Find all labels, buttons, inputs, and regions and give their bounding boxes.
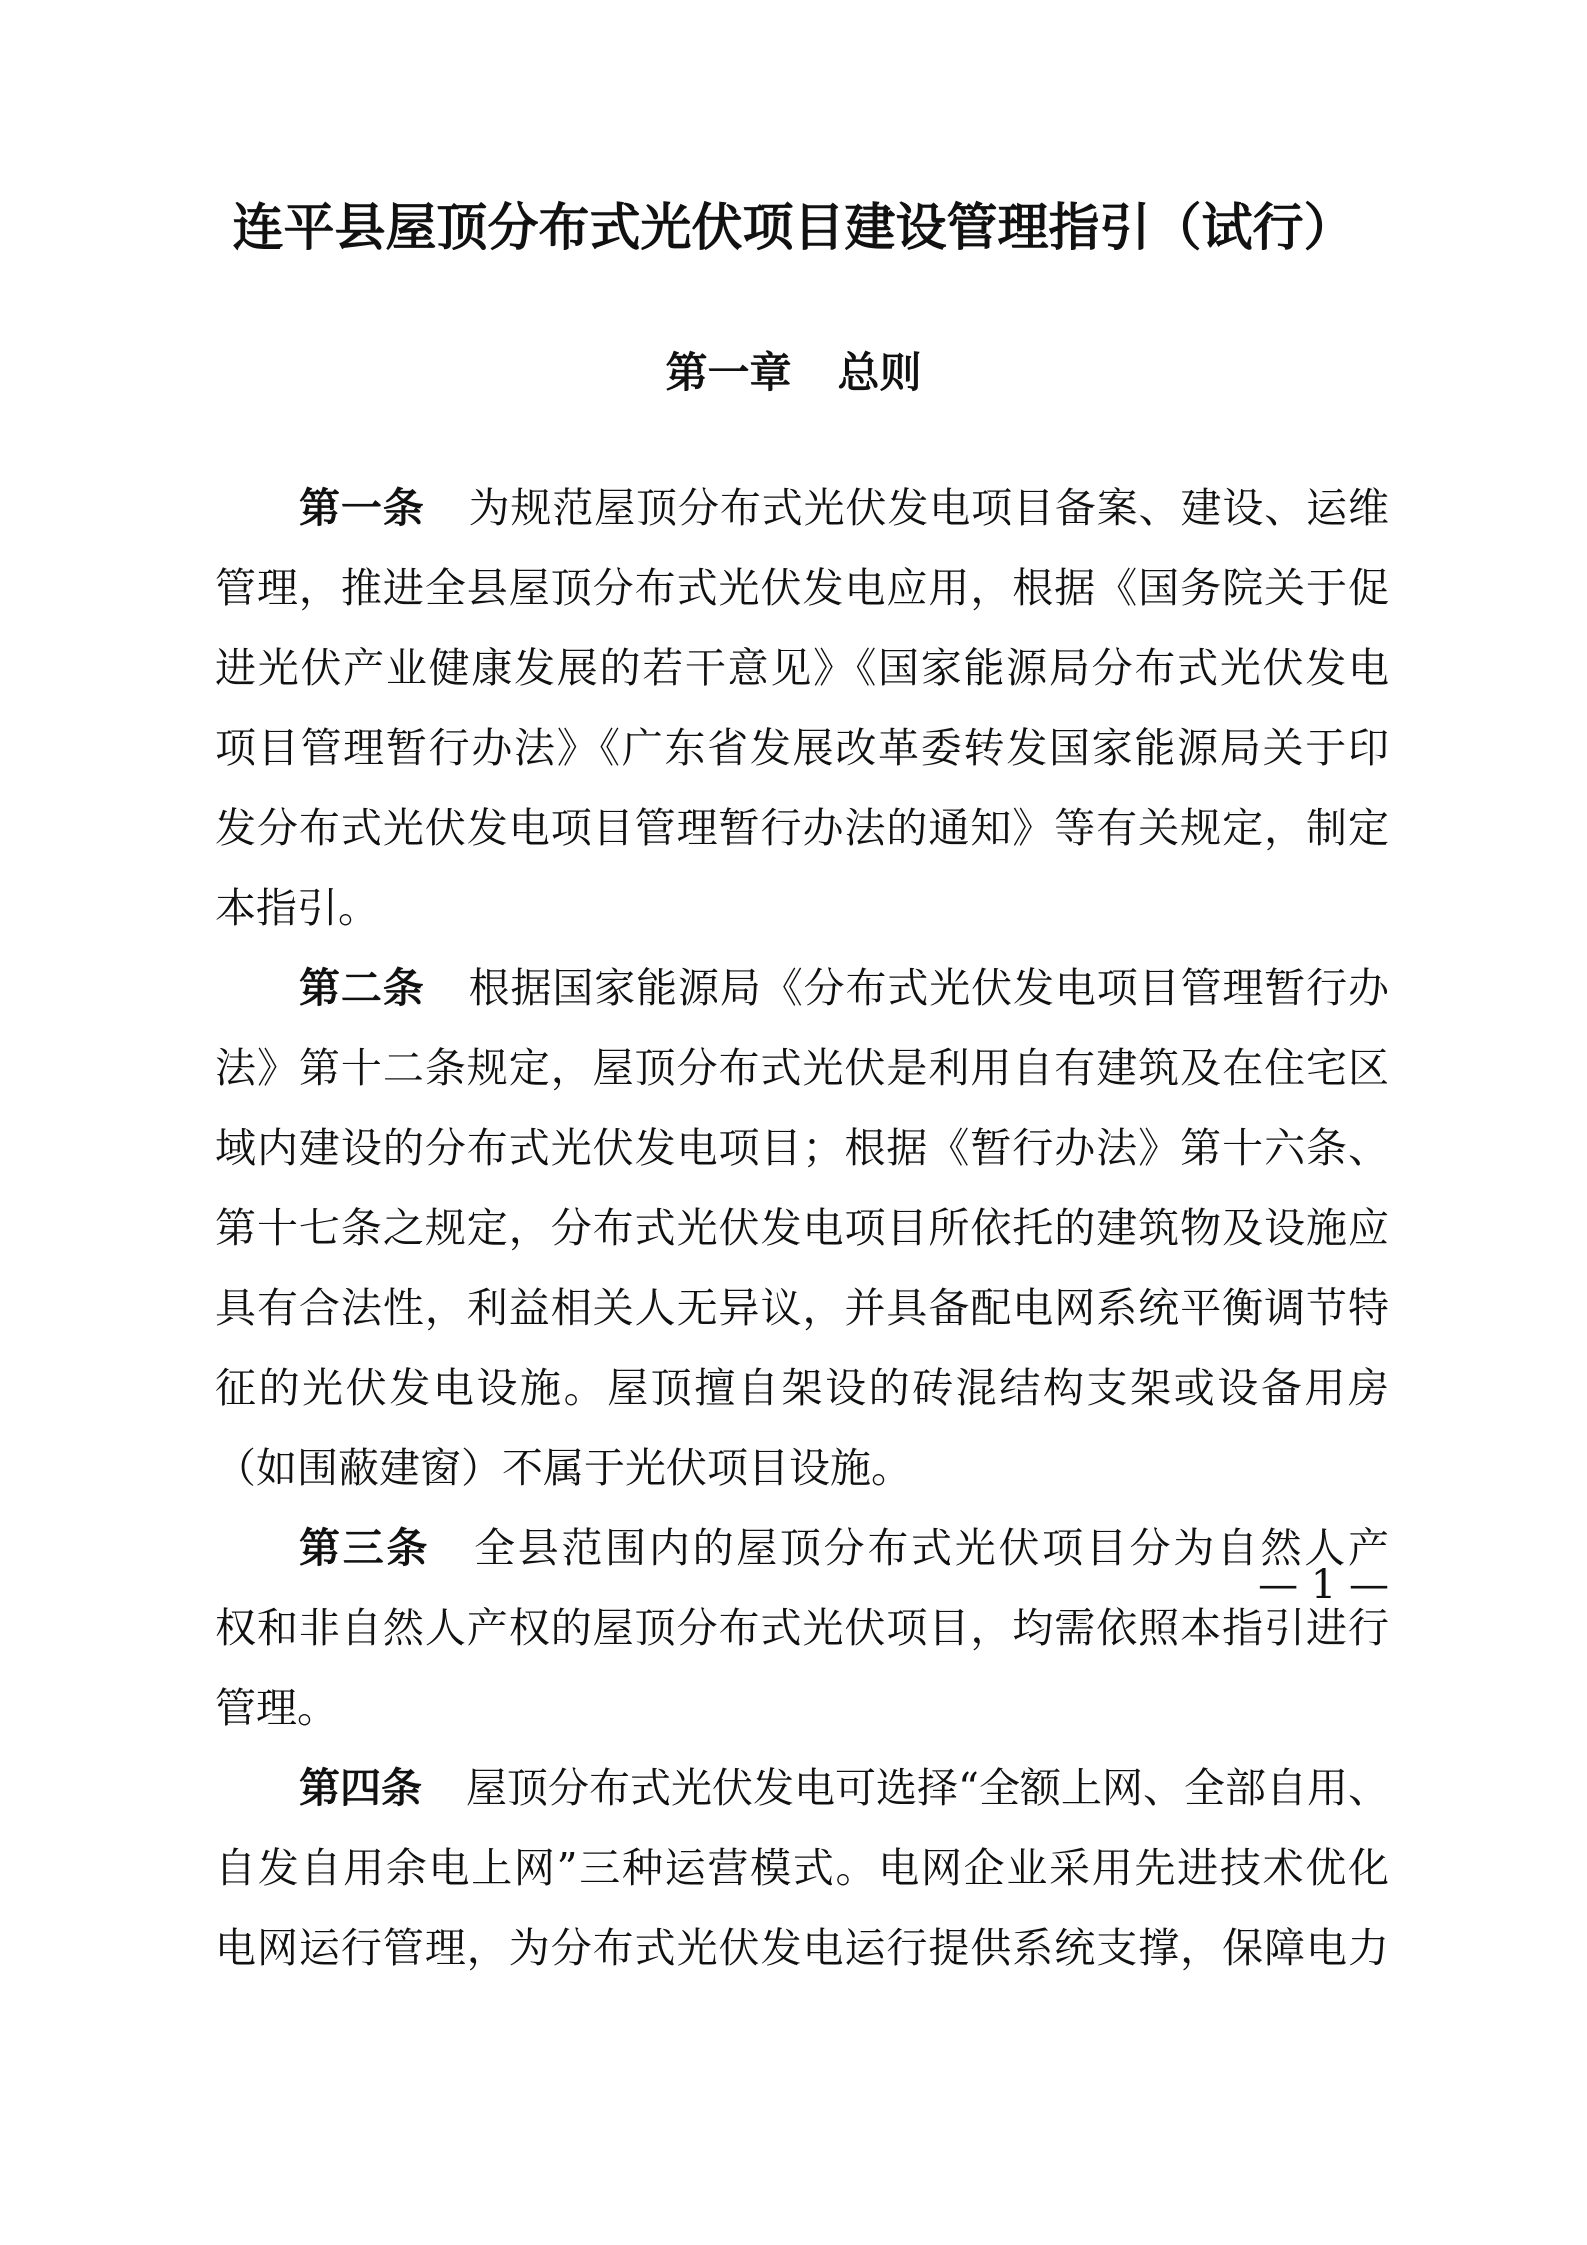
article-text: 征的光伏发电设施。屋顶擅自架设的砖混结构支架或设备用房	[215, 1364, 1389, 1412]
article-text: 进光伏产业健康发展的若干意见》《国家能源局分布式光伏发电	[215, 644, 1389, 692]
article-text: 自发自用余电上网”三种运营模式。电网企业采用先进技术优化	[215, 1844, 1389, 1892]
article-line	[215, 948, 1389, 1028]
article-4	[215, 1748, 1389, 1988]
article-label: 第三条	[299, 1524, 431, 1572]
article-line	[215, 788, 1389, 868]
article-text: 项目管理暂行办法》《广东省发展改革委转发国家能源局关于印	[215, 724, 1389, 772]
article-line	[215, 1828, 1389, 1908]
article-text: 域内建设的分布式光伏发电项目；根据《暂行办法》第十六条、	[215, 1124, 1389, 1172]
document-title: 连平县屋顶分布式光伏项目建设管理指引（试行）	[232, 199, 1355, 258]
article-line	[215, 1508, 1389, 1588]
article-text: 第十七条之规定，分布式光伏发电项目所依托的建筑物及设施应	[215, 1204, 1389, 1252]
article-label: 第二条	[299, 964, 425, 1012]
article-text: 权和非自然人产权的屋顶分布式光伏项目，均需依照本指引进行	[215, 1604, 1389, 1652]
article-line	[215, 468, 1389, 548]
article-line	[215, 1108, 1389, 1188]
chapter-number: 第一章	[665, 348, 792, 397]
article-line	[215, 1428, 1389, 1508]
article-line	[215, 1668, 1389, 1748]
article-line	[215, 628, 1389, 708]
article-text: 本指引。	[215, 884, 379, 932]
article-text: 根据国家能源局《分布式光伏发电项目管理暂行办	[468, 964, 1389, 1012]
article-line	[215, 1748, 1389, 1828]
article-3	[215, 1508, 1389, 1748]
chapter-name: 总则	[837, 348, 922, 397]
article-line	[215, 708, 1389, 788]
article-line	[215, 1268, 1389, 1348]
article-line	[215, 868, 1389, 948]
article-line	[215, 1588, 1389, 1668]
article-text: （如围蔽建窗）不属于光伏项目设施。	[215, 1444, 912, 1492]
article-text: 全县范围内的屋顶分布式光伏项目分为自然人产	[474, 1524, 1389, 1572]
article-text: 为规范屋顶分布式光伏发电项目备案、建设、运维	[468, 484, 1389, 532]
article-line	[215, 548, 1389, 628]
article-label: 第四条	[299, 1764, 423, 1812]
article-line	[215, 1348, 1389, 1428]
article-text: 电网运行管理，为分布式光伏发电运行提供系统支撑，保障电力	[215, 1924, 1389, 1972]
article-2	[215, 948, 1389, 1508]
article-1	[215, 468, 1389, 948]
article-text: 发分布式光伏发电项目管理暂行办法的通知》等有关规定，制定	[215, 804, 1389, 852]
article-text: 管理，推进全县屋顶分布式光伏发电应用，根据《国务院关于促	[215, 564, 1389, 612]
article-line	[215, 1908, 1389, 1988]
article-text: 法》第十二条规定，屋顶分布式光伏是利用自有建筑及在住宅区	[215, 1044, 1389, 1092]
article-line	[215, 1028, 1389, 1108]
article-line	[215, 1188, 1389, 1268]
article-label: 第一条	[299, 484, 425, 532]
article-text: 具有合法性，利益相关人无异议，并具备配电网系统平衡调节特	[215, 1284, 1389, 1332]
article-text: 管理。	[215, 1684, 338, 1732]
page-number: — 1 —	[1258, 1562, 1389, 1608]
document-body	[215, 468, 1389, 1988]
article-text: 屋顶分布式光伏发电可选择“全额上网、全部自用、	[466, 1764, 1389, 1812]
chapter-heading	[0, 346, 1587, 400]
